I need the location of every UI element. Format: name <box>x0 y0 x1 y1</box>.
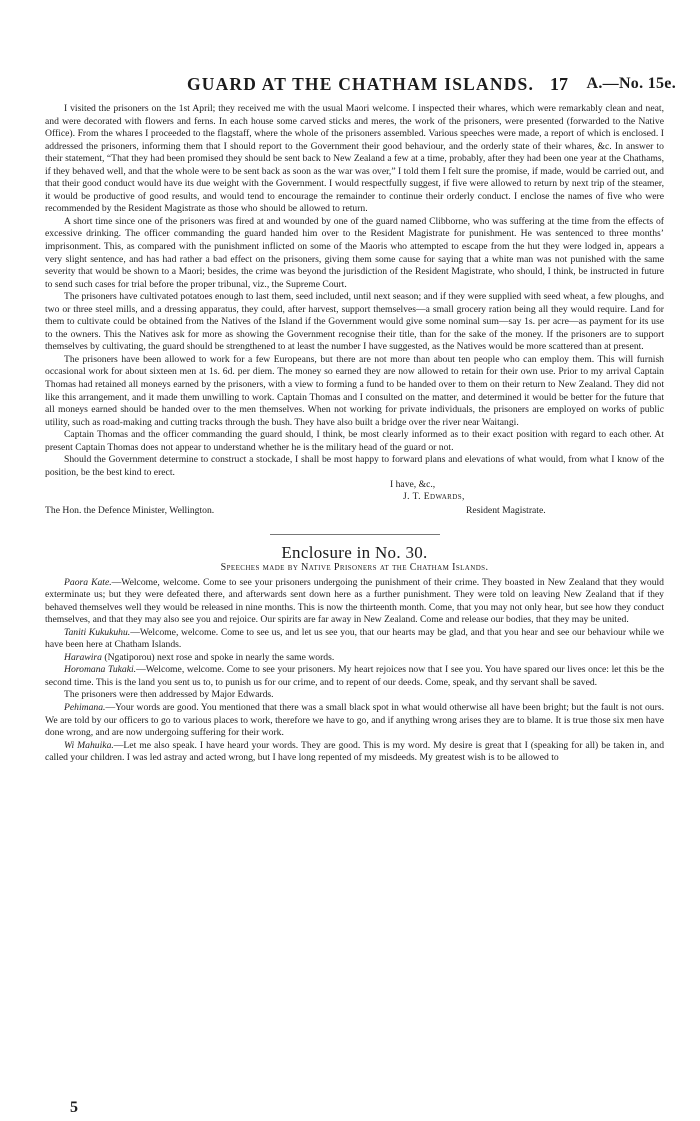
running-title: GUARD AT THE CHATHAM ISLANDS. <box>186 74 535 94</box>
speech-paragraph <box>45 577 664 627</box>
letter-paragraph: The prisoners have been allowed to work for a few Europeans, but there are not more than about ten people who can employ them. This will furnish occasional work for about sixteen men at 1s. 6d. per diem. The money so earned they are now allowed to retain for their own use. Prior to my arrival Captain Thomas had retained all moneys earned by the prisoners, with a view to forming a fund to be handed over to them on their return to New Zealand. They did not like this arrangement, and it made them unwilling to work. Captain Thomas and I consulted on the matter, and determined it would be better for the future that all moneys earned should be handed over to the men themselves. When not working for private individuals, the prisoners are employed on works of public utility, such as road-making and cutting tracks through the bush. They have also built a bridge over the river near Waitangi. <box>45 353 664 428</box>
closing-salutation: I have, &c., <box>390 479 436 491</box>
printer-signature-mark: 5 <box>70 1099 78 1116</box>
letter-paragraph: I visited the prisoners on the 1st April; they received me with the usual Maori welcome. I inspected their whares, which were remarkably clean and neat, and were decorated with flowers and ferns. In each house some carved sticks and meres, the work of the prisoners, were presented (forwarded to the Native Office). From the whares I proceeded to the flagstaff, where the whole of the prisoners assembled. Various speeches were made, a report of which is enclosed. I addressed the prisoners, informing them that I should report to the Government their good behaviour, and the orderly state of their whares, &c. In answer to their statement, “That they had been promised they should be sent back to New Zealand a few at a time, probably, after they had been one year at the Chathams, if they behaved well, and that the whole were to be sent back as soon as the war was over,” I told them I felt sure the promise, if made, would be carried out, and that their good conduct would have its due weight with the Government. I would respectfully suggest, if five were allowed to return by next trip of the steamer, it would be productive of good results, and would tend to encourage the remainder to continue their orderly conduct. I enclose the names of five who were recommended by the Resident Magistrate as those who should be allowed to return. <box>45 103 664 215</box>
speech-paragraph <box>45 702 664 740</box>
speaker-name: Wi Mahuika. <box>64 739 114 751</box>
enclosure-subtitle: Speeches made by Native Prisoners at the Chatham Islands. <box>220 561 489 573</box>
enclosure-title: Enclosure in No. 30. <box>281 543 428 563</box>
speech-text: —Welcome, welcome. Come to see your prisoners undergoing the punishment of their crime. They boasted in New Zealand that they would exterminate us; but they were defeated there, and afterwards sent down here as a further punishment. They were told on leaving New Zealand that if they behaved themselves well they would be released in nine months. This is now the thirteenth month. Come, that you may not only hear, but see how they conduct themselves, and that they may also see you and rejoice. Our spirits are far away in New Zealand. Come and release our bodies, that they may be united. <box>45 576 664 626</box>
speech-text: —Let me also speak. I have heard your words. They are good. This is my word. My desire is great that I (speaking for all) be taken in, and called your children. I was led astray and acted wrong, but I have long repented of my misdeeds. My greatest wish is to be allowed to <box>45 739 665 764</box>
speaker-name: Taniti Kukukuhu. <box>64 626 131 638</box>
speech-text: (Ngatiporou) next rose and spoke in nearly the same words. <box>101 651 335 663</box>
speaker-name: Paora Kate. <box>64 576 112 588</box>
signatory-name: J. T. Edwards, <box>403 491 465 503</box>
running-head <box>45 74 676 96</box>
body-text <box>45 103 664 765</box>
speech-paragraph <box>45 627 664 652</box>
section-divider <box>270 534 440 535</box>
narrative-paragraph <box>45 689 664 702</box>
speech-text: —Welcome, welcome. Come to see your prisoners. My heart rejoices now that I see you. You have spared our lives once: let this be the second time. This is the land you sent us to, to punish us for our crime, and to repent of our deeds. Come, speak, and thy servant shall be saved. <box>45 664 664 688</box>
letter-paragraph: Should the Government determine to construct a stockade, I shall be most happy to forward plans and elevations of what would, from what I know of the position, be the best kind to erect. <box>45 454 664 478</box>
speech-text: The prisoners were then addressed by Major Edwards. <box>64 689 274 701</box>
speaker-name: Pehimana. <box>64 701 106 713</box>
letter-paragraph: A short time since one of the prisoners was fired at and wounded by one of the guard named Clibborne, who was suffering at the time from the effects of excessive drinking. The officer commanding the guard handed him over to the Resident Magistrate for punishment. He was sentenced to three months’ imprisonment. This, as compared with the punishment inflicted on some of the Maoris who attempted to escape from the hut they were lodged in, appears a very slight sentence, and has had rather a bad effect on the prisoners, giving them some cause for saying that a white man was not punished with the same severity that would be shown to a Maori; besides, the crime was beyond the jurisdiction of the Resident Magistrate, who should, I think, be instructed in future to send such cases for trial before the proper tribunal, viz., the Supreme Court. <box>45 215 664 290</box>
speaker-name: Harawira <box>64 651 102 663</box>
paper-reference: A.—No. 15e. <box>586 75 676 92</box>
speaker-name: Horomana Tukaki. <box>64 664 137 676</box>
speech-paragraph <box>45 652 664 665</box>
speech-text: —Welcome, welcome. Come to see us, and let us see you, that our hearts may be glad, and that you hear and see our behaviour while we have been here at Chatham Islands. <box>45 626 664 651</box>
letter-closing <box>45 479 664 528</box>
speech-paragraph <box>45 740 664 765</box>
page-number: 17 <box>550 74 568 94</box>
speech-paragraph <box>45 664 664 689</box>
speech-text: —Your words are good. You mentioned that there was a small black spot in what would otherwise all have been bright; but the fault is not ours. We are told by our officers to go to various places to work, therefore we have to go, and if anything wrong arises they are to blame. It is true those six men have done wrong, and are now undergoing suffering for their work. <box>45 701 664 739</box>
signatory-title: Resident Magistrate. <box>466 505 546 517</box>
letter-paragraph: Captain Thomas and the officer commanding the guard should, I think, be most clearly informed as to their exact position with regard to each other. At present Captain Thomas does not appear to understand whether he is the military head of the guard or not. <box>45 429 664 453</box>
addressee: The Hon. the Defence Minister, Wellington. <box>45 505 215 517</box>
letter-paragraph: The prisoners have cultivated potatoes enough to last them, seed included, until next season; and if they were supplied with seed wheat, a few ploughs, and two or three steel mills, and a dressing apparatus, they could, after harvest, support themselves—a small grocery ration being all they would require. Land for them to cultivate could be obtained from the Natives of the Island if the Government would give some nominal sum—say 1s. per acre—as payment for its use to the owners. This the Natives ask for more as showing the Government recognise their title, than for the sake of the money. If the prisoners are to support themselves by cultivating, the guard should be strengthened to at least the number I have suggested, as the Natives would be more scattered than at present. <box>45 291 664 353</box>
